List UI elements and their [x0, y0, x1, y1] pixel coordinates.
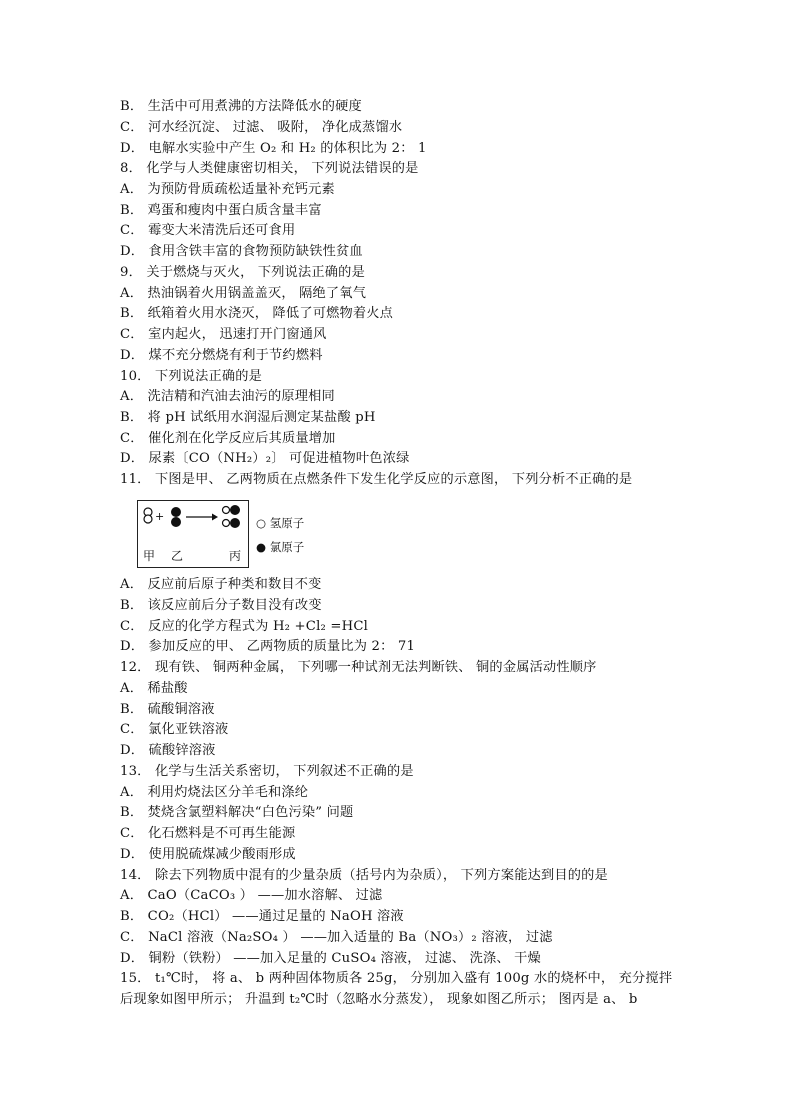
option-12d: D． 硫酸锌溶液: [120, 743, 216, 758]
option-13d: D． 使用脱硫煤减少酸雨形成: [120, 847, 296, 862]
option-12c: C． 氯化亚铁溶液: [120, 722, 229, 737]
option-11c: C． 反应的化学方程式为 H₂ +Cl₂ =HCl: [120, 619, 369, 634]
option-14c: C． NaCl 溶液（Na₂SO₄ ） ——加入适量的 Ba（NO₃）₂ 溶液， 过滤: [120, 930, 553, 945]
hydrogen-atom: [223, 520, 230, 527]
option-14a: A． CaO（CaCO₃ ） ——加水溶解、 过滤: [120, 888, 383, 903]
hydrogen-atom: [223, 507, 230, 514]
question-14: 14． 除去下列物质中混有的少量杂质（括号内为杂质）， 下列方案能达到目的的是: [120, 868, 608, 883]
option-10a: A． 洗洁精和汽油去油污的原理相同: [120, 389, 335, 404]
option-13a: A． 利用灼烧法区分羊毛和涤纶: [120, 785, 309, 800]
question-15-continued: 后现象如图甲所示； 升温到 t₂℃时（忽略水分蒸发）， 现象如图乙所示； 图丙是 a、 b: [120, 992, 638, 1007]
option-7d: D． 电解水实验中产生 O₂ 和 H₂ 的体积比为 2： 1: [120, 141, 427, 156]
option-12a: A． 稀盐酸: [120, 681, 188, 696]
question-9: 9． 关于燃烧与灭火， 下列说法正确的是: [120, 265, 365, 280]
option-7b: B． 生活中可用煮沸的方法降低水的硬度: [120, 99, 362, 114]
option-14d: D． 铜粉（铁粉） ——加入足量的 CuSO₄ 溶液， 过滤、 洗涤、 干燥: [120, 951, 541, 966]
option-14b: B． CO₂（HCl） ——通过足量的 NaOH 溶液: [120, 909, 404, 924]
option-7c: C． 河水经沉淀、 过滤、 吸附， 净化成蒸馏水: [120, 120, 403, 135]
question-13: 13． 化学与生活关系密切， 下列叙述不正确的是: [120, 764, 414, 779]
option-11b: B． 该反应前后分子数目没有改变: [120, 598, 322, 613]
option-11d: D． 参加反应的甲、 乙两物质的质量比为 2： 71: [120, 639, 416, 654]
legend-chlorine: [256, 540, 304, 554]
option-10b: B． 将 pH 试纸用水润湿后测定某盐酸 pH: [120, 410, 376, 425]
question-8: 8． 化学与人类健康密切相关， 下列说法错误的是: [120, 161, 419, 176]
hollow-circle-icon: ○: [256, 516, 267, 530]
legend-chlorine-label: 氯原子: [269, 540, 305, 554]
option-9a: A． 热油锅着火用锅盖盖灭， 隔绝了氧气: [120, 286, 367, 301]
option-13b: B． 焚烧含氯塑料解决“白色污染” 问题: [120, 805, 354, 820]
option-8d: D． 食用含铁丰富的食物预防缺铁性贫血: [120, 244, 363, 259]
option-13c: C． 化石燃料是不可再生能源: [120, 826, 296, 841]
option-9c: C． 室内起火， 迅速打开门窗通风: [120, 327, 327, 342]
question-12: 12． 现有铁、 铜两种金属， 下列哪一种试剂无法判断铁、 铜的金属活动性顺序: [120, 660, 597, 675]
option-10c: C． 催化剂在化学反应后其质量增加: [120, 431, 336, 446]
label-bing: 丙: [229, 549, 242, 563]
option-10d: D． 尿素〔CO（NH₂）₂〕 可促进植物叶色浓绿: [120, 451, 410, 466]
label-yi: 乙: [171, 549, 184, 563]
legend-hydrogen-label: 氢原子: [269, 516, 305, 530]
question-15: 15． t₁℃时， 将 a、 b 两种固体物质各 25g， 分别加入盛有 100g 水的烧杯中， 充分搅拌: [120, 971, 673, 986]
reaction-diagram: [137, 500, 249, 568]
chlorine-atom: [230, 518, 240, 528]
question-10: 10． 下列说法正确的是: [120, 369, 263, 384]
option-8a: A． 为预防骨质疏松适量补充钙元素: [120, 182, 335, 197]
arrow-head: [212, 514, 218, 521]
plus-sign: +: [155, 510, 165, 523]
label-jia: 甲: [143, 549, 156, 563]
question-11: 11． 下图是甲、 乙两物质在点燃条件下发生化学反应的示意图， 下列分析不正确的是: [120, 472, 633, 487]
option-12b: B． 硫酸铜溶液: [120, 702, 215, 717]
option-9d: D． 煤不充分燃烧有利于节约燃料: [120, 348, 323, 363]
filled-circle-icon: ●: [256, 540, 267, 554]
legend-hydrogen: [256, 516, 304, 530]
chlorine-atom: [171, 507, 181, 517]
option-9b: B． 纸箱着火用水浇灭， 降低了可燃物着火点: [120, 306, 394, 321]
chlorine-atom: [230, 505, 240, 515]
chlorine-atom: [171, 517, 181, 527]
option-11a: A． 反应前后原子种类和数目不变: [120, 577, 322, 592]
option-8b: B． 鸡蛋和瘦肉中蛋白质含量丰富: [120, 203, 322, 218]
option-8c: C． 霉变大米清洗后还可食用: [120, 223, 296, 238]
hydrogen-atom: [144, 515, 152, 523]
